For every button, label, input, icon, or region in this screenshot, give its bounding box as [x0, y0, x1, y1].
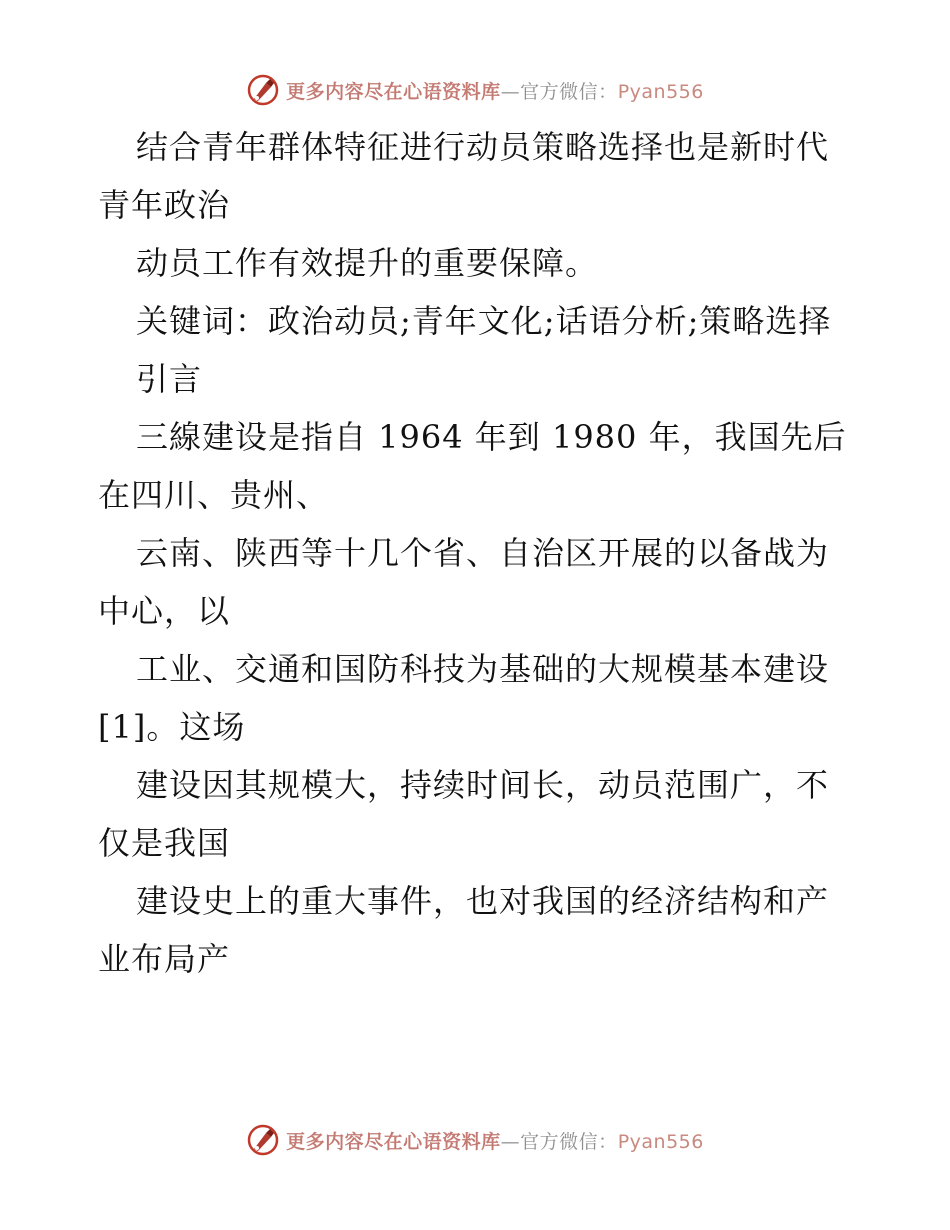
paragraph [98, 118, 858, 234]
paragraph [98, 872, 858, 988]
header-wechat-id: Pyan556 [617, 80, 704, 103]
footer-wechat-id: Pyan556 [617, 1130, 704, 1153]
paragraph-text: 动员工作有效提升的重要保障。 [136, 244, 599, 282]
footer-watermark-banner [0, 1120, 950, 1160]
section-heading-text: 引言 [136, 360, 203, 398]
paragraph [98, 524, 858, 640]
header-banner-text [286, 77, 704, 104]
footer-wechat-label: 官方微信： [520, 1130, 618, 1153]
paragraph-text: 云南、陕西等十几个省、自治区开展的以备战为中心，以 [98, 534, 830, 630]
footer-separator: — [500, 1130, 521, 1153]
keywords-paragraph [98, 292, 858, 350]
paragraph [98, 234, 858, 292]
footer-banner-text [286, 1127, 704, 1154]
paragraph [98, 756, 858, 872]
document-body [98, 118, 858, 988]
pen-nib-logo-icon [246, 1123, 280, 1157]
paragraph-text: 结合青年群体特征进行动员策略选择也是新时代青年政治 [98, 128, 830, 224]
paragraph [98, 640, 858, 756]
paragraph-text: 工业、交通和国防科技为基础的大规模基本建设[1]。这场 [98, 650, 830, 746]
header-brand-text: 更多内容尽在心语资料库 [286, 80, 501, 103]
header-separator: — [500, 80, 521, 103]
pen-nib-logo-icon [246, 73, 280, 107]
keywords-text: 关键词：政治动员;青年文化;话语分析;策略选择 [136, 302, 832, 340]
paragraph-text: 建设因其规模大，持续时间长，动员范围广，不仅是我国 [98, 766, 830, 862]
paragraph [98, 408, 858, 524]
footer-brand-text: 更多内容尽在心语资料库 [286, 1130, 501, 1153]
paragraph-text: 建设史上的重大事件，也对我国的经济结构和产业布局产 [98, 882, 830, 978]
paragraph-text: 三線建设是指自 1964 年到 1980 年，我国先后在四川、贵州、 [98, 418, 847, 514]
section-heading-introduction [98, 350, 858, 408]
header-wechat-label: 官方微信： [520, 80, 618, 103]
header-watermark-banner [0, 70, 950, 110]
